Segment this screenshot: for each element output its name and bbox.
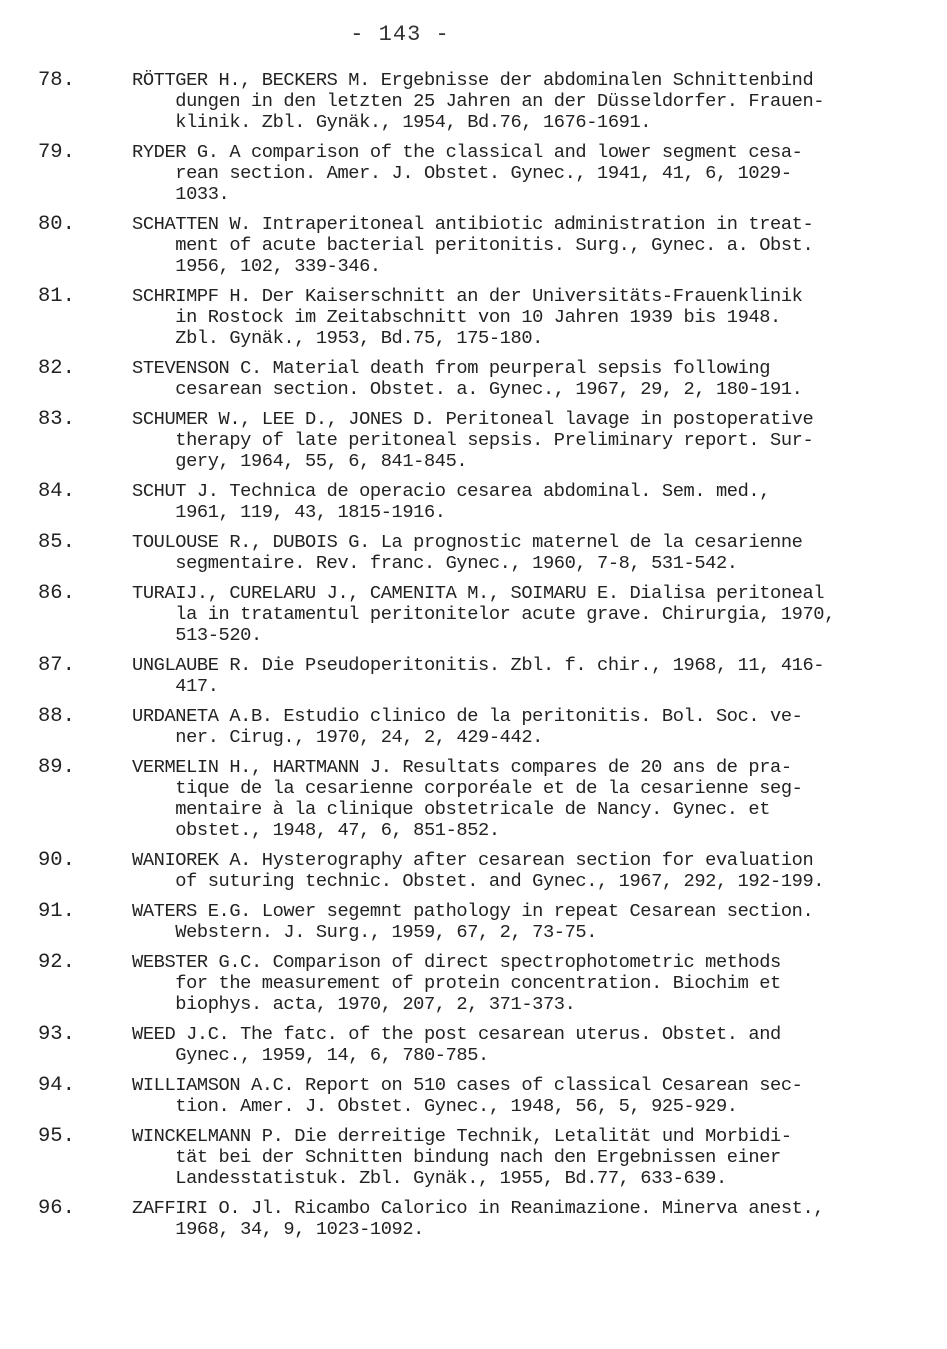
reference-item (38, 850, 918, 892)
reference-text: WILLIAMSON A.C. Report on 510 cases of classical Cesarean sec- tion. Amer. J. Obstet. Gynec., 1948, 56, 5, 925-929. (132, 1074, 803, 1117)
reference-number: 90. (38, 849, 75, 872)
reference-item (38, 409, 918, 472)
reference-item (38, 286, 918, 349)
reference-item (38, 583, 918, 646)
reference-number: 79. (38, 141, 75, 164)
reference-item (38, 1126, 918, 1189)
reference-item (38, 655, 918, 697)
reference-item (38, 1198, 918, 1240)
reference-text: STEVENSON C. Material death from peurperal sepsis following cesarean section. Obstet. a. Gynec., 1967, 29, 2, 180-191. (132, 357, 803, 400)
reference-text: TURAIJ., CURELARU J., CAMENITA M., SOIMARU E. Dialisa peritoneal la in tratamentul peritonitelor acute grave. Chirurgia, 1970, 513-520. (132, 582, 835, 646)
reference-text: WINCKELMANN P. Die derreitige Technik, Letalität und Morbidi- tät bei der Schnitten bindung nach den Ergebnissen einer Landesstatistuk. Zbl. Gynäk., 1955, Bd.77, 633-639. (132, 1125, 792, 1189)
reference-item (38, 757, 918, 841)
reference-item (38, 706, 918, 748)
reference-item (38, 214, 918, 277)
reference-number: 85. (38, 531, 75, 554)
reference-item (38, 142, 918, 205)
reference-number: 87. (38, 654, 75, 677)
reference-text: SCHUT J. Technica de operacio cesarea abdominal. Sem. med., 1961, 119, 43, 1815-1916. (132, 480, 771, 523)
reference-item (38, 358, 918, 400)
reference-number: 84. (38, 480, 75, 503)
reference-number: 95. (38, 1125, 75, 1148)
reference-item (38, 532, 918, 574)
reference-text: SCHATTEN W. Intraperitoneal antibiotic administration in treat- ment of acute bacterial peritonitis. Surg., Gynec. a. Obst. 1956, 102, 339-346. (132, 213, 814, 277)
reference-list (38, 70, 918, 1249)
reference-text: WATERS E.G. Lower segemnt pathology in repeat Cesarean section. Webstern. J. Surg., 1959, 67, 2, 73-75. (132, 900, 814, 943)
reference-number: 86. (38, 582, 75, 605)
reference-number: 80. (38, 213, 75, 236)
reference-number: 83. (38, 408, 75, 431)
reference-number: 94. (38, 1074, 75, 1097)
reference-text: UNGLAUBE R. Die Pseudoperitonitis. Zbl. f. chir., 1968, 11, 416- 417. (132, 654, 825, 697)
reference-item (38, 481, 918, 523)
reference-text: WANIOREK A. Hysterography after cesarean section for evaluation of suturing technic. Obstet. and Gynec., 1967, 292, 192-199. (132, 849, 825, 892)
reference-item (38, 70, 918, 133)
reference-number: 92. (38, 951, 75, 974)
reference-text: TOULOUSE R., DUBOIS G. La prognostic maternel de la cesarienne segmentaire. Rev. franc. Gynec., 1960, 7-8, 531-542. (132, 531, 803, 574)
page-number: - 143 - (350, 22, 450, 47)
reference-text: URDANETA A.B. Estudio clinico de la peritonitis. Bol. Soc. ve- ner. Cirug., 1970, 24, 2, 429-442. (132, 705, 803, 748)
reference-text: WEED J.C. The fatc. of the post cesarean uterus. Obstet. and Gynec., 1959, 14, 6, 780-785. (132, 1023, 781, 1066)
reference-text: ZAFFIRI O. Jl. Ricambo Calorico in Reanimazione. Minerva anest., 1968, 34, 9, 1023-1092. (132, 1197, 825, 1240)
reference-text: SCHRIMPF H. Der Kaiserschnitt an der Universitäts-Frauenklinik in Rostock im Zeitabschnitt von 10 Jahren 1939 bis 1948. Zbl. Gynäk., 1953, Bd.75, 175-180. (132, 285, 803, 349)
reference-number: 96. (38, 1197, 75, 1220)
reference-item (38, 1024, 918, 1066)
reference-number: 91. (38, 900, 75, 923)
reference-item (38, 901, 918, 943)
reference-number: 81. (38, 285, 75, 308)
reference-number: 89. (38, 756, 75, 779)
reference-text: RYDER G. A comparison of the classical and lower segment cesa- rean section. Amer. J. Obstet. Gynec., 1941, 41, 6, 1029- 1033. (132, 141, 803, 205)
reference-number: 88. (38, 705, 75, 728)
reference-text: RÖTTGER H., BECKERS M. Ergebnisse der abdominalen Schnittenbind dungen in den letzten 25 Jahren an der Düsseldorfer. Frauen- klinik. Zbl. Gynäk., 1954, Bd.76, 1676-1691. (132, 69, 825, 133)
reference-item (38, 1075, 918, 1117)
reference-number: 78. (38, 69, 75, 92)
reference-text: VERMELIN H., HARTMANN J. Resultats compares de 20 ans de pra- tique de la cesarienne corporéale et de la cesarienne seg- mentaire à la clinique obstetricale de Nancy. Gynec. et obstet., 1948, 47, 6, 851-852. (132, 756, 803, 841)
reference-text: SCHUMER W., LEE D., JONES D. Peritoneal lavage in postoperative therapy of late peritoneal sepsis. Preliminary report. Sur- gery, 1964, 55, 6, 841-845. (132, 408, 814, 472)
reference-number: 82. (38, 357, 75, 380)
reference-number: 93. (38, 1023, 75, 1046)
reference-item (38, 952, 918, 1015)
reference-text: WEBSTER G.C. Comparison of direct spectrophotometric methods for the measurement of protein concentration. Biochim et biophys. acta, 1970, 207, 2, 371-373. (132, 951, 781, 1015)
